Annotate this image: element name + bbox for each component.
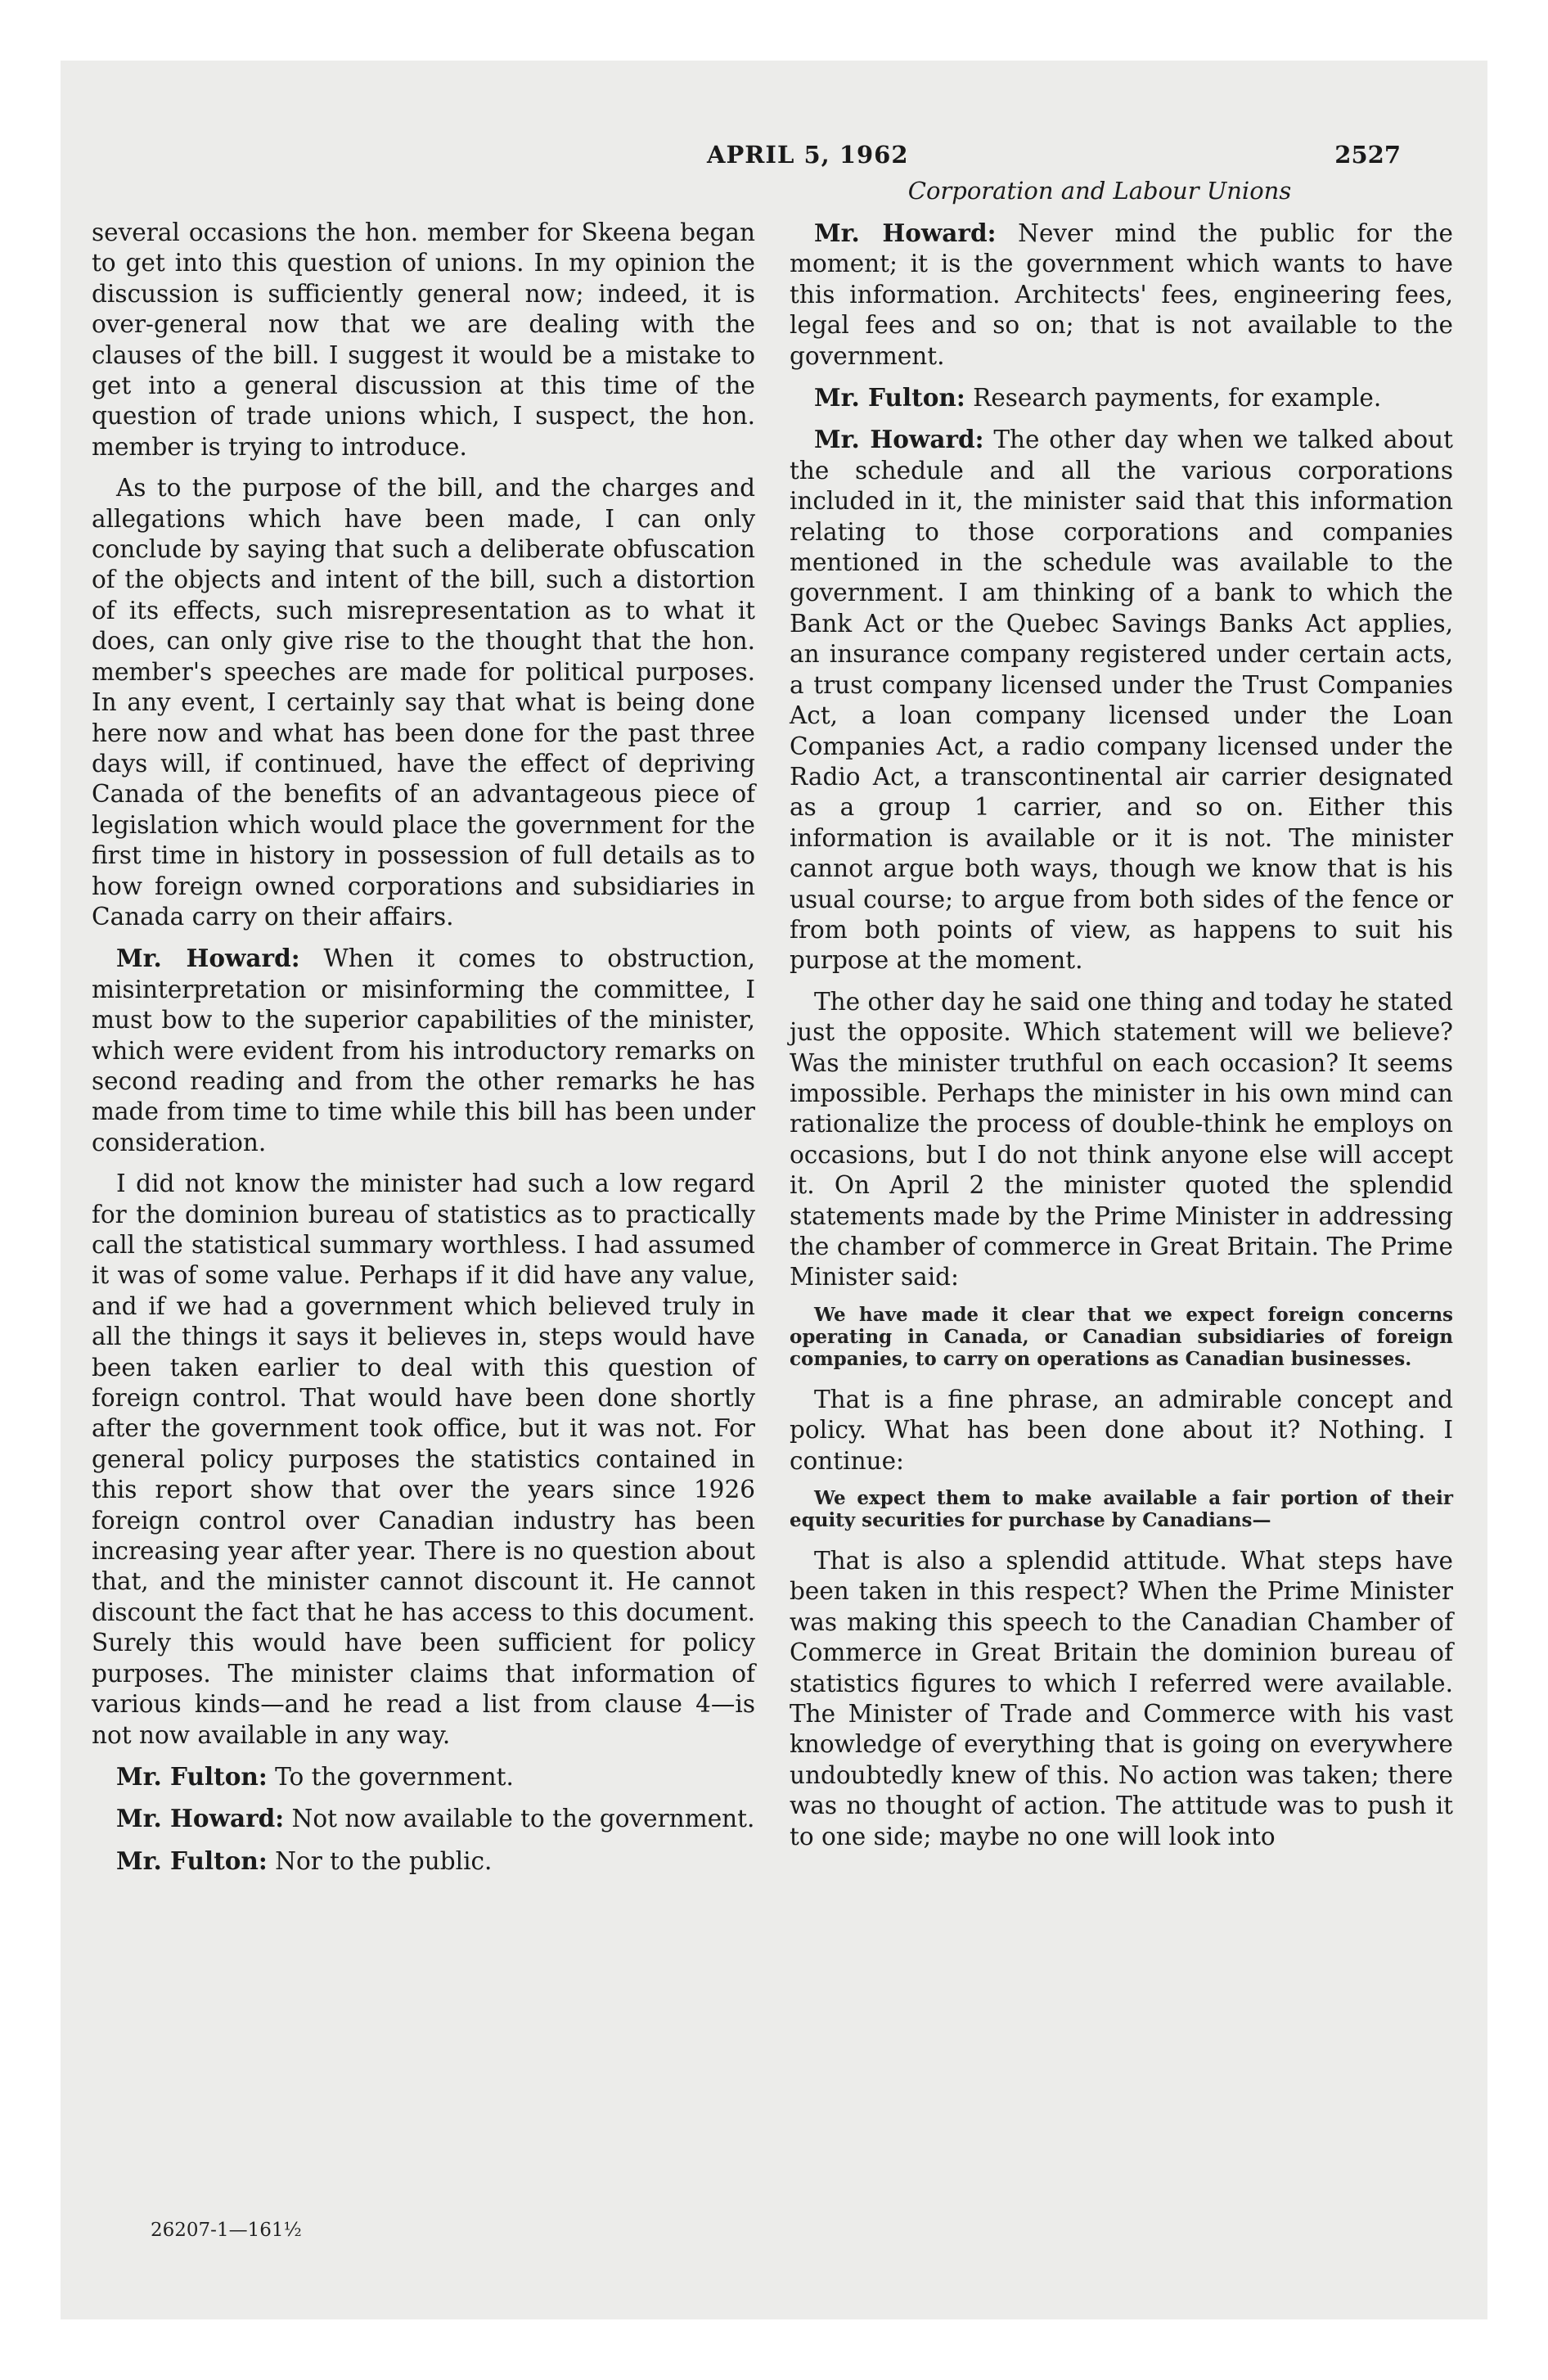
paragraph: That is a fine phrase, an admirable concept and policy. What has been done about it? Nothing. I continue: — [790, 1385, 1453, 1475]
speaker-name: Mr. Howard: — [814, 219, 997, 247]
speech-text: The other day when we talked about the schedule and all the various corporations included in it, the minister said that this information relating to those corporations and companies mentioned in the schedule was available to the government. I am thinking of a bank to which the Bank Act or the Quebec Savings Banks Act applies, an insurance company registered under certain acts, a trust company licensed under the Trust Companies Act, a loan company licensed under the Loan Companies Act, a radio company licensed under the Radio Act, a transcontinental air carrier designated as a group 1 carrier, and so on. Either this information is available or it is not. The minister cannot argue both ways, though we know that is his usual course; to argue from both sides of the fence or from both points of view, as happens to suit his purpose at the moment. — [790, 426, 1453, 975]
paragraph: As to the purpose of the bill, and the charges and allegations which have been made, I can only conclude by saying that such a deliberate obfuscation of the objects and intent of the bill, such a distortion of its effects, such misrepresentation as to what it does, can only give rise to the thought that the hon. member's speeches are made for political purposes. In any event, I certainly say that what is being done here now and what has been done for the past three days will, if continued, have the effect of depriving Canada of the benefits of an advantageous piece of legislation which would place the government for the first time in history in possession of full details as to how foreign owned corporations and subsidiaries in Canada carry on their affairs. — [92, 474, 755, 931]
speech-text: When it comes to obstruction, misinterpretation or misinforming the committee, I must bow to the superior capabilities of the minister, which were evident from his introductory remarks on second reading and from the other remarks he has made from time to time while this bill has been under consideration. — [92, 944, 755, 1156]
speaker-name: Mr. Fulton: — [116, 1846, 268, 1875]
speaker-name: Mr. Fulton: — [116, 1761, 268, 1791]
paragraph: I did not know the minister had such a low regard for the dominion bureau of statistics as to practically call the statistical summary worthless. I had assumed it was of some value. Perhaps if it did have any value, and if we had a government which believed truly in all the things it says it believes in, steps would have been taken earlier to deal with this question of foreign control. That would have been done shortly after the government took office, but it was not. For general policy purposes the statistics contained in this report show that over the years since 1926 foreign control over Canadian industry has been increasing year after year. There is no question about that, and the minister cannot discount it. He cannot discount the fact that he has access to this document. Surely this would have been sufficient for policy purposes. The minister claims that information of various kinds—and he read a list from clause 4—is not now available in any way. — [92, 1170, 755, 1749]
speaker-name: Mr. Howard: — [116, 1804, 285, 1833]
speech-paragraph — [790, 424, 1453, 976]
speech-paragraph — [790, 382, 1453, 413]
speech-paragraph — [92, 943, 755, 1158]
running-head-date: APRIL 5, 1962 — [707, 141, 909, 169]
block-quote: We expect them to make available a fair portion of their equity securities for purchase by Canadians— — [790, 1487, 1453, 1532]
speech-text: Research payments, for example. — [965, 384, 1382, 412]
left-column — [92, 218, 755, 1887]
speech-text: Never mind the public for the moment; it is the government which wants to have this information. Architects' fees, engineering fees, legal fees and so on; that is not available to the government. — [790, 219, 1453, 370]
document-page — [61, 61, 1487, 2319]
paragraph: That is also a splendid attitude. What steps have been taken in this respect? When the Prime Minister was making this speech to the Canadian Chamber of Commerce in Great Britain the dominion bureau of statistics figures to which I referred were available. The Minister of Trade and Commerce with his vast knowledge of everything that is going on everywhere undoubtedly knew of this. No action was taken; there was no thought of action. The attitude was to push it to one side; maybe no one will look into — [790, 1547, 1453, 1850]
block-quote: We have made it clear that we expect foreign concerns operating in Canada, or Canadian subsidiaries of foreign companies, to carry on operations as Canadian businesses. — [790, 1303, 1453, 1370]
speech-paragraph — [790, 218, 1453, 372]
speech-text: To the government. — [267, 1762, 514, 1791]
speaker-name: Mr. Fulton: — [814, 383, 965, 412]
speech-text: Nor to the public. — [267, 1846, 493, 1875]
section-title: Corporation and Labour Unions — [907, 177, 1292, 205]
page-number: 2527 — [1334, 141, 1401, 169]
speech-paragraph — [92, 1846, 755, 1877]
paragraph: The other day he said one thing and today he stated just the opposite. Which statement will we believe? Was the minister truthful on each occasion? It seems impossible. Perhaps the minister in his own mind can rationalize the process of double-think he employs on occasions, but I do not think anyone else will accept it. On April 2 the minister quoted the splendid statements made by the Prime Minister in addressing the chamber of commerce in Great Britain. The Prime Minister said: — [790, 987, 1453, 1291]
speech-text: Not now available to the government. — [284, 1805, 755, 1833]
speaker-name: Mr. Howard: — [116, 944, 300, 973]
printer-signature: 26207-1—161½ — [151, 2220, 302, 2241]
speech-paragraph — [92, 1761, 755, 1792]
right-column — [790, 218, 1453, 1863]
paragraph: several occasions the hon. member for Skeena began to get into this question of unions. In my opinion the discussion is sufficiently general now; indeed, it is over-general now that we are dealing with the clauses of the bill. I suggest it would be a mistake to get into a general discussion at this time of the question of trade unions which, I suspect, the hon. member is trying to introduce. — [92, 219, 755, 461]
speaker-name: Mr. Howard: — [814, 425, 984, 454]
speech-paragraph — [92, 1803, 755, 1834]
